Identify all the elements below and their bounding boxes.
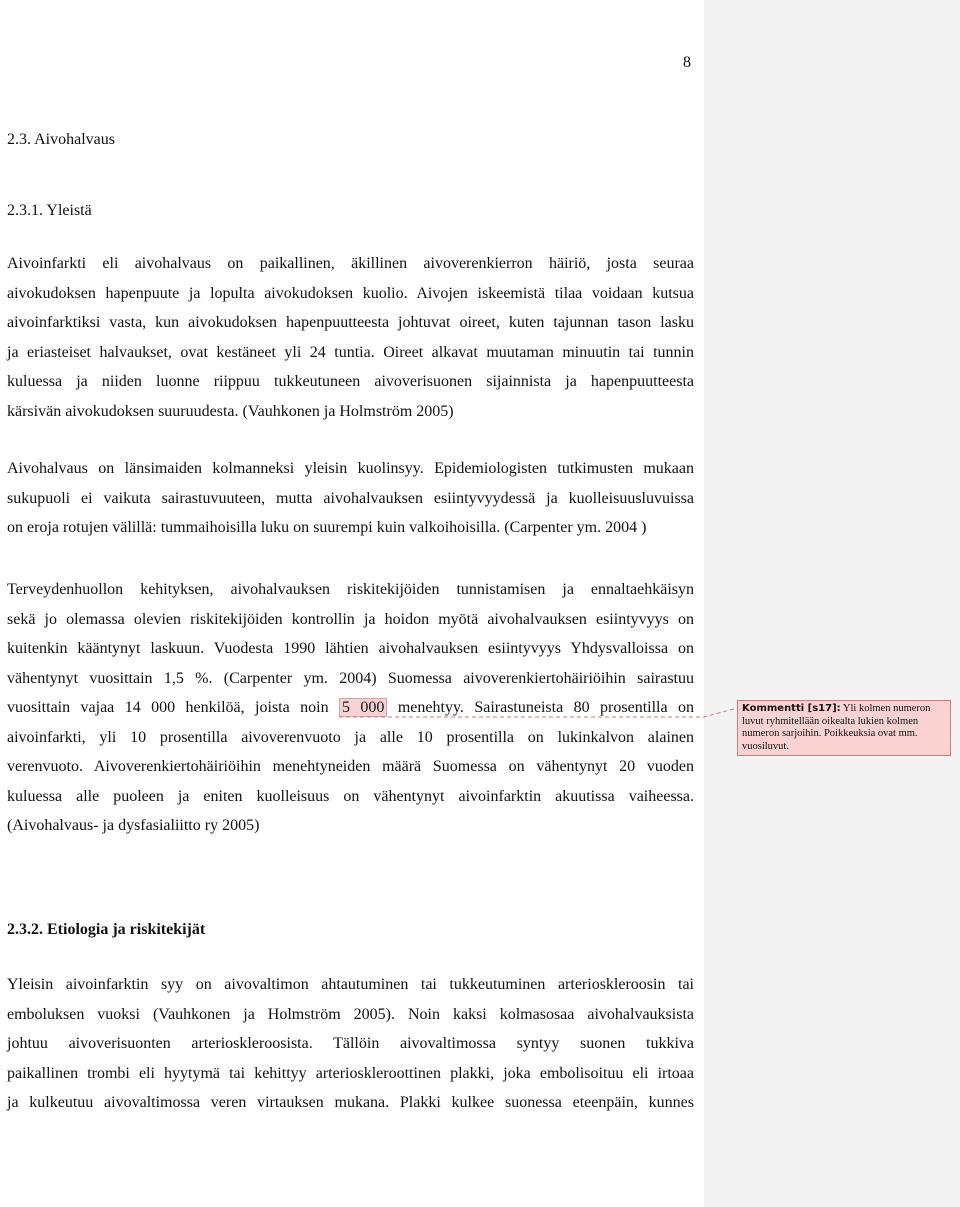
text-line: kuitenkin kääntynyt laskuun. Vuodesta 1990 lähtien aivohalvauksen esiintyvyys Yhdysvalloissa on [7,640,694,657]
section-heading: 2.3. Aivohalvaus [7,131,115,148]
text-line: Terveydenhuollon kehityksen, aivohalvauksen riskitekijöiden tunnistamisen ja ennaltaehkäisyn [7,581,694,598]
text-line: kärsivän aivokudoksen suuruudesta. (Vauhkonen ja Holmström 2005) [7,402,454,420]
comment-balloon[interactable] [737,700,951,756]
text-line: johtuu aivoverisuonten arterioskleroosista. Tällöin aivovaltimossa syntyy suonen tukkiva [7,1035,694,1052]
subsection-heading-general: 2.3.1. Yleistä [7,202,92,219]
commented-number-highlight[interactable]: 5 000 [339,698,387,717]
text-line: Yleisin aivoinfarktin syy on aivovaltimon ahtautuminen tai tukkeutuminen arterioskleroosin tai [7,976,694,993]
text-line: sukupuoli ei vaikuta sairastuvuuteen, mutta aivohalvauksen esiintyvyydessä ja kuolleisuusluvuissa [7,489,694,507]
text-segment: menehtyy. Sairastuneista 80 prosentilla on [397,699,695,716]
text-line: ja kulkeutuu aivovaltimossa veren virtauksen mukana. Plakki kulkee suonessa eteenpäin, kunnes [7,1094,694,1111]
text-line: aivoinfarkti, yli 10 prosentilla aivoverenvuoto ja alle 10 prosentilla on lukinkalvon alainen [7,728,694,746]
text-line: verenvuoto. Aivoverenkiertohäiriöihin menehtyneiden määrä Suomessa on vähentynyt 20 vuoden [7,758,694,775]
text-line: (Aivohalvaus- ja dysfasialiitto ry 2005) [7,817,260,834]
page-number: 8 [683,54,691,71]
text-line: on eroja rotujen välillä: tummaihoisilla luku on suurempi kuin valkoihoisilla. (Carpenter ym. 2004 ) [7,519,647,536]
text-line: sekä jo olemassa olevien riskitekijöiden kontrollin ja hoidon myötä aivohalvauksen esiintyvyys on [7,610,694,628]
comment-author: Kommentti [s17]: [742,703,841,714]
subsection-heading-etiology: 2.3.2. Etiologia ja riskitekijät [7,921,206,938]
comment-text: Yli kolmen numeron luvut ryhmitellään oikealta lukien kolmen numeron sarjoihin. Poikkeuksia ovat mm. vuosiluvut. [742,703,931,752]
text-line: Aivohalvaus on länsimaiden kolmanneksi yleisin kuolinsyy. Epidemiologisten tutkimusten mukaan [7,460,694,477]
text-line: paikallinen trombi eli hyytymä tai kehittyy arterioskleroottinen plakki, joka embolisoituu eli irtoaa [7,1064,694,1082]
text-line: ja eriasteiset halvaukset, ovat kestäneet yli 24 tuntia. Oireet alkavat muutaman minuutin tai tunnin [7,343,694,361]
text-line: aivoinfarktiksi vasta, kun aivokudoksen hapenpuutteesta johtuvat oireet, kuten tajunnan tason lasku [7,314,694,331]
text-line: Aivoinfarkti eli aivohalvaus on paikallinen, äkillinen aivoverenkierron häiriö, josta seuraa [7,255,694,272]
text-segment: vuosittain vajaa 14 000 henkilöä, joista noin [7,699,329,716]
text-line: aivokudoksen hapenpuute ja lopulta aivokudoksen kuolio. Aivojen iskeemistä tilaa voidaan kutsua [7,284,694,302]
text-line: kuluessa alle puoleen ja eniten kuolleisuus on vähentynyt aivoinfarktin akuutissa vaiheessa. [7,787,694,805]
text-line: emboluksen vuoksi (Vauhkonen ja Holmström 2005). Noin kaksi kolmasosaa aivohalvauksista [7,1005,694,1023]
text-line: kuluessa ja niiden luonne riippuu tukkeutuneen aivoverisuonen sijainnista ja hapenpuutteesta [7,373,694,390]
text-line: vähentynyt vuosittain 1,5 %. (Carpenter ym. 2004) Suomessa aivoverenkiertohäiriöihin sairastuu [7,669,694,687]
